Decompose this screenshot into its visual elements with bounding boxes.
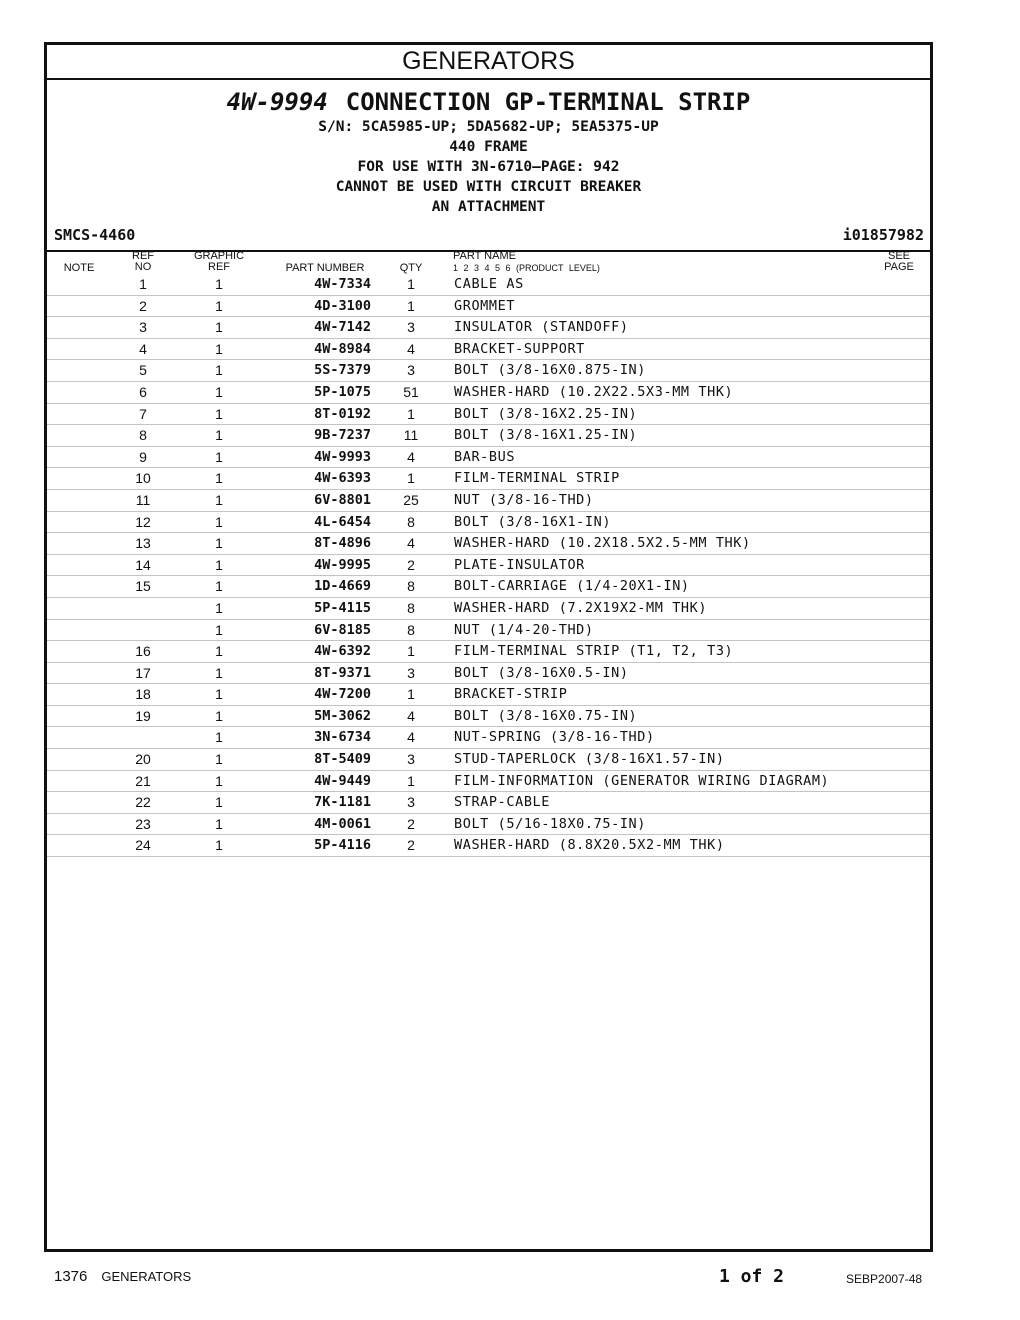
table-row xyxy=(47,749,930,771)
ref-no: 5 xyxy=(139,362,147,379)
part-number: 9B-7237 xyxy=(314,427,371,444)
document-id: SEBP2007-48 xyxy=(846,1272,923,1286)
table-row xyxy=(47,576,930,598)
part-name: WASHER-HARD (10.2X18.5X2.5-MM THK) xyxy=(454,535,751,552)
part-name: CABLE AS xyxy=(454,276,524,292)
table-row xyxy=(47,382,930,404)
quantity: 8 xyxy=(407,513,415,530)
table-row xyxy=(47,727,930,749)
part-name: BOLT-CARRIAGE (1/4-20X1-IN) xyxy=(454,578,690,595)
ref-no: 4 xyxy=(139,340,147,357)
graphic-ref: 1 xyxy=(215,707,223,724)
part-name: NUT (3/8-16-THD) xyxy=(454,491,594,508)
col-header-qty: QTY xyxy=(399,262,423,274)
ref-no: 16 xyxy=(135,643,151,660)
table-row xyxy=(47,684,930,706)
graphic-ref: 1 xyxy=(215,556,223,573)
graphic-ref: 1 xyxy=(215,578,223,595)
quantity: 3 xyxy=(407,664,415,681)
part-number: 5P-4115 xyxy=(314,599,371,616)
col-header-graphic-bottom: REF xyxy=(208,261,230,273)
part-name: BOLT (3/8-16X0.5-IN) xyxy=(454,664,629,681)
col-header-ref-top: REF xyxy=(132,250,154,262)
col-header-part-number: PART NUMBER xyxy=(285,262,365,274)
graphic-ref: 1 xyxy=(215,751,223,768)
section-title: GENERATORS xyxy=(47,45,930,80)
part-name: BRACKET-STRIP xyxy=(454,686,568,703)
table-row xyxy=(47,814,930,836)
part-number: 3N-6734 xyxy=(314,729,371,746)
ref-no: 17 xyxy=(135,664,151,681)
table-row xyxy=(47,317,930,339)
part-number: 5P-1075 xyxy=(314,383,371,400)
quantity: 8 xyxy=(407,599,415,616)
part-name: PLATE-INSULATOR xyxy=(454,556,585,573)
quantity: 1 xyxy=(407,772,415,789)
part-number: 1D-4669 xyxy=(314,578,371,595)
table-row xyxy=(47,598,930,620)
part-name: BOLT (3/8-16X0.875-IN) xyxy=(454,362,647,379)
quantity: 1 xyxy=(407,276,415,292)
table-row xyxy=(47,360,930,382)
part-number: 8T-4896 xyxy=(314,535,371,552)
table-row xyxy=(47,835,930,857)
quantity: 4 xyxy=(407,340,415,357)
graphic-ref: 1 xyxy=(215,643,223,660)
quantity: 2 xyxy=(407,815,415,832)
part-name: FILM-TERMINAL STRIP xyxy=(454,470,620,487)
col-header-ref xyxy=(127,251,159,273)
group-part-number: 4W-9994 xyxy=(226,88,328,116)
part-number: 4L-6454 xyxy=(314,513,371,530)
part-number: 4W-7334 xyxy=(314,276,371,292)
graphic-ref: 1 xyxy=(215,729,223,746)
ref-no: 22 xyxy=(135,794,151,811)
quantity: 3 xyxy=(407,794,415,811)
group-heading xyxy=(47,88,930,116)
col-header-note: NOTE xyxy=(63,262,95,274)
quantity: 3 xyxy=(407,319,415,336)
table-row xyxy=(47,512,930,534)
part-number: 4W-9449 xyxy=(314,772,371,789)
table-row xyxy=(47,706,930,728)
parts-list xyxy=(47,274,930,857)
ref-no: 12 xyxy=(135,513,151,530)
table-row xyxy=(47,663,930,685)
parts-page-frame xyxy=(44,42,933,1252)
part-name: BOLT (5/16-18X0.75-IN) xyxy=(454,815,647,832)
table-row xyxy=(47,296,930,318)
graphic-ref: 1 xyxy=(215,405,223,422)
restriction-line: CANNOT BE USED WITH CIRCUIT BREAKER xyxy=(335,179,642,195)
part-name: BAR-BUS xyxy=(454,448,516,465)
part-number: 4M-0061 xyxy=(314,815,371,832)
part-name: FILM-TERMINAL STRIP (T1, T2, T3) xyxy=(454,643,734,660)
quantity: 11 xyxy=(403,427,419,444)
graphic-ref: 1 xyxy=(215,276,223,292)
table-row xyxy=(47,404,930,426)
ref-no: 11 xyxy=(135,491,151,508)
ref-no: 21 xyxy=(135,772,151,789)
part-number: 5S-7379 xyxy=(314,362,371,379)
ref-no: 8 xyxy=(139,427,147,444)
table-row xyxy=(47,771,930,793)
smcs-code: SMCS-4460 xyxy=(54,226,136,244)
quantity: 4 xyxy=(407,707,415,724)
part-name: WASHER-HARD (8.8X20.5X2-MM THK) xyxy=(454,837,725,854)
table-row xyxy=(47,447,930,469)
part-number: 5P-4116 xyxy=(314,837,371,854)
ref-no: 9 xyxy=(139,448,147,465)
serial-number-line: S/N: 5CA5985-UP; 5DA5682-UP; 5EA5375-UP xyxy=(318,119,659,135)
quantity: 1 xyxy=(407,297,415,314)
col-header-graphic xyxy=(187,251,251,273)
quantity: 51 xyxy=(403,383,419,400)
graphic-ref: 1 xyxy=(215,319,223,336)
ref-no: 23 xyxy=(135,815,151,832)
graphic-ref: 1 xyxy=(215,535,223,552)
graphic-ref: 1 xyxy=(215,686,223,703)
part-number: 8T-0192 xyxy=(314,405,371,422)
graphic-ref: 1 xyxy=(215,837,223,854)
table-row xyxy=(47,555,930,577)
page-number: 1376 xyxy=(54,1268,88,1285)
graphic-ref: 1 xyxy=(215,794,223,811)
footer-section: GENERATORS xyxy=(101,1269,192,1284)
frame-line: 440 FRAME xyxy=(449,139,528,155)
ref-no: 20 xyxy=(135,751,151,768)
quantity: 3 xyxy=(407,751,415,768)
ref-no: 1 xyxy=(139,276,147,292)
part-name: STRAP-CABLE xyxy=(454,794,551,811)
graphic-ref: 1 xyxy=(215,664,223,681)
part-name: NUT (1/4-20-THD) xyxy=(454,621,594,638)
ref-no: 13 xyxy=(135,535,151,552)
ref-no: 18 xyxy=(135,686,151,703)
part-number: 4W-7200 xyxy=(314,686,371,703)
quantity: 3 xyxy=(407,362,415,379)
quantity: 2 xyxy=(407,837,415,854)
part-name: BOLT (3/8-16X2.25-IN) xyxy=(454,405,638,422)
quantity: 25 xyxy=(403,491,419,508)
table-row xyxy=(47,468,930,490)
part-name: INSULATOR (STANDOFF) xyxy=(454,319,629,336)
ref-no: 7 xyxy=(139,405,147,422)
graphic-ref: 1 xyxy=(215,513,223,530)
restriction-line-2: AN ATTACHMENT xyxy=(431,199,546,215)
part-name: BOLT (3/8-16X0.75-IN) xyxy=(454,707,638,724)
ref-no: 19 xyxy=(135,707,151,724)
table-row xyxy=(47,620,930,642)
part-name: NUT-SPRING (3/8-16-THD) xyxy=(454,729,655,746)
quantity: 1 xyxy=(407,686,415,703)
part-number: 4W-6392 xyxy=(314,643,371,660)
table-row xyxy=(47,339,930,361)
graphic-ref: 1 xyxy=(215,448,223,465)
graphic-ref: 1 xyxy=(215,599,223,616)
graphic-ref: 1 xyxy=(215,815,223,832)
part-number: 4W-9993 xyxy=(314,448,371,465)
part-number: 4D-3100 xyxy=(314,297,371,314)
heading-notes xyxy=(47,117,930,217)
part-number: 4W-9995 xyxy=(314,556,371,573)
graphic-ref: 1 xyxy=(215,340,223,357)
table-row xyxy=(47,425,930,447)
part-number: 4W-7142 xyxy=(314,319,371,336)
part-name: BRACKET-SUPPORT xyxy=(454,340,585,357)
illustration-id: i01857982 xyxy=(842,226,924,244)
col-header-see-top: SEE xyxy=(887,250,910,262)
ref-no: 6 xyxy=(139,383,147,400)
col-header-ref-bottom: NO xyxy=(134,261,152,273)
table-row xyxy=(47,792,930,814)
graphic-ref: 1 xyxy=(215,362,223,379)
quantity: 1 xyxy=(407,405,415,422)
part-name: BOLT (3/8-16X1.25-IN) xyxy=(454,427,638,444)
quantity: 4 xyxy=(407,535,415,552)
graphic-ref: 1 xyxy=(215,491,223,508)
part-name: GROMMET xyxy=(454,297,516,314)
ref-no: 15 xyxy=(135,578,151,595)
graphic-ref: 1 xyxy=(215,297,223,314)
col-header-graphic-top: GRAPHIC xyxy=(193,250,245,262)
part-name: WASHER-HARD (10.2X22.5X3-MM THK) xyxy=(454,383,734,400)
part-name: FILM-INFORMATION (GENERATOR WIRING DIAGRAM) xyxy=(454,772,830,789)
ref-no: 14 xyxy=(135,556,151,573)
col-header-see-page xyxy=(881,251,917,273)
table-row xyxy=(47,641,930,663)
col-header-part-name: PART NAME xyxy=(453,250,516,262)
ref-no: 2 xyxy=(139,297,147,314)
pagination: 1 of 2 xyxy=(719,1266,785,1287)
part-number: 5M-3062 xyxy=(314,707,371,724)
quantity: 1 xyxy=(407,470,415,487)
table-row xyxy=(47,533,930,555)
graphic-ref: 1 xyxy=(215,772,223,789)
quantity: 1 xyxy=(407,643,415,660)
part-number: 6V-8801 xyxy=(314,491,371,508)
table-row xyxy=(47,490,930,512)
quantity: 8 xyxy=(407,621,415,638)
part-number: 6V-8185 xyxy=(314,621,371,638)
part-number: 8T-9371 xyxy=(314,664,371,681)
col-header-product-level: 1 2 3 4 5 6 (PRODUCT LEVEL) xyxy=(453,263,600,273)
group-title: CONNECTION GP-TERMINAL STRIP xyxy=(345,88,751,116)
graphic-ref: 1 xyxy=(215,470,223,487)
part-name: STUD-TAPERLOCK (3/8-16X1.57-IN) xyxy=(454,751,725,768)
col-header-see-bottom: PAGE xyxy=(884,261,914,273)
graphic-ref: 1 xyxy=(215,621,223,638)
part-number: 4W-8984 xyxy=(314,340,371,357)
part-name: WASHER-HARD (7.2X19X2-MM THK) xyxy=(454,599,708,616)
part-name: BOLT (3/8-16X1-IN) xyxy=(454,513,612,530)
part-number: 8T-5409 xyxy=(314,751,371,768)
table-row xyxy=(47,274,930,296)
quantity: 4 xyxy=(407,729,415,746)
use-with-line: FOR USE WITH 3N-6710—PAGE: 942 xyxy=(357,159,620,175)
graphic-ref: 1 xyxy=(215,427,223,444)
quantity: 4 xyxy=(407,448,415,465)
ref-no: 3 xyxy=(139,319,147,336)
ref-no: 10 xyxy=(135,470,151,487)
ref-no: 24 xyxy=(135,837,151,854)
part-number: 7K-1181 xyxy=(314,794,371,811)
quantity: 2 xyxy=(407,556,415,573)
footer-left xyxy=(54,1268,191,1285)
quantity: 8 xyxy=(407,578,415,595)
graphic-ref: 1 xyxy=(215,383,223,400)
part-number: 4W-6393 xyxy=(314,470,371,487)
